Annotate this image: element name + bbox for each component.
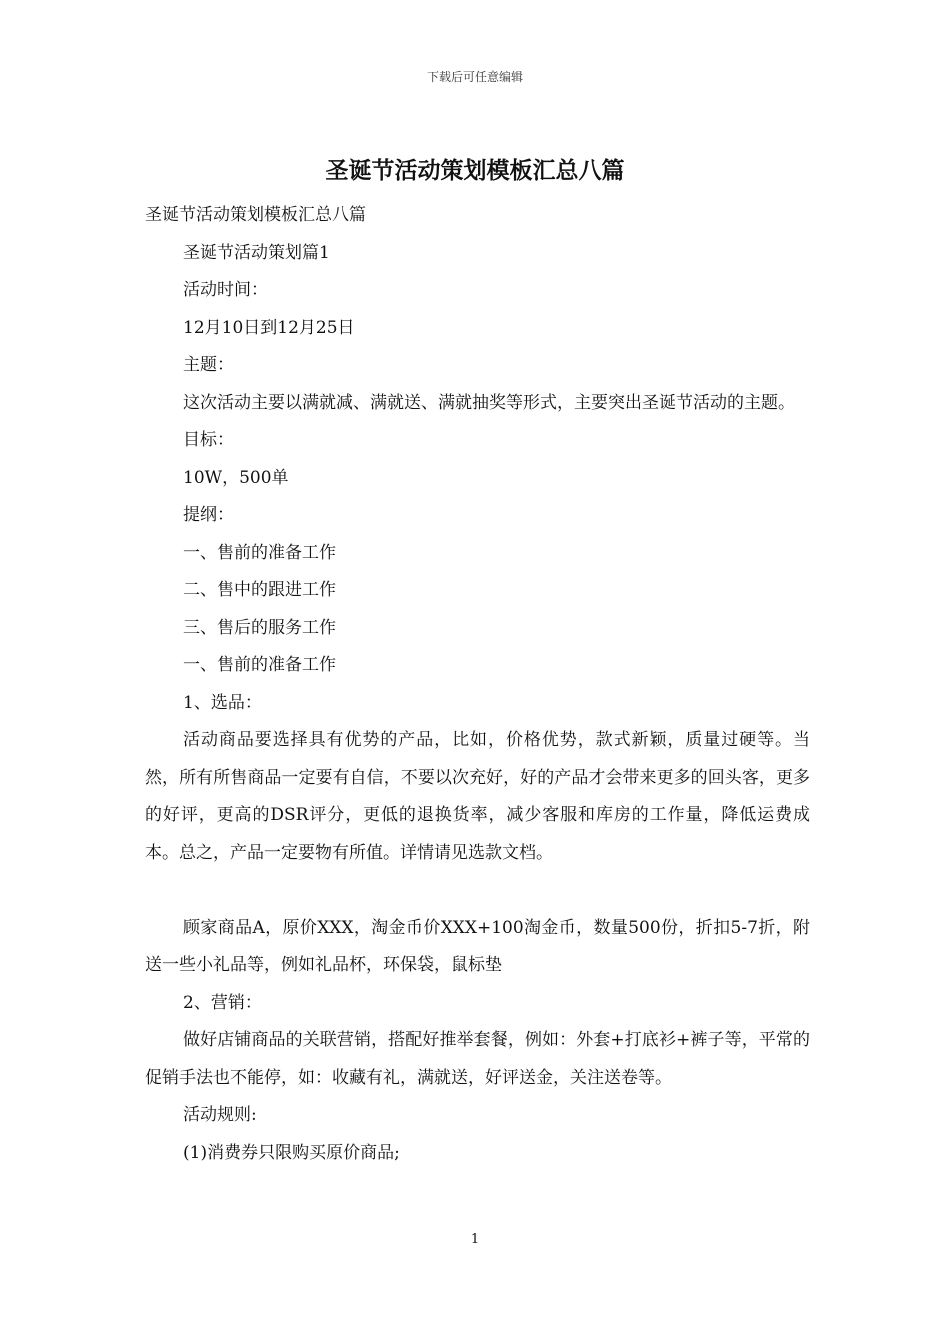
paragraph-outline-item-1: 一、售前的准备工作 [183, 542, 336, 563]
paragraph-theme-text: 这次活动主要以满就减、满就送、满就抽奖等形式，主要突出圣诞节活动的主题。 [183, 392, 795, 413]
paragraph-time-value: 12月10日到12月25日 [183, 317, 355, 338]
document-title: 圣诞节活动策划模板汇总八篇 [325, 157, 625, 184]
paragraph-section-presale: 一、售前的准备工作 [183, 655, 336, 675]
paragraph-product-selection-label: 1、选品： [183, 692, 262, 713]
paragraph-goal-label: 目标： [183, 430, 234, 450]
document-body [145, 197, 810, 1172]
paragraph-outline-item-3: 三、售后的服务工作 [183, 617, 336, 638]
paragraph-theme-label: 主题： [183, 355, 234, 375]
page-number: 1 [470, 1232, 480, 1247]
paragraph-section-heading: 圣诞节活动策划篇1 [183, 242, 330, 263]
paragraph-marketing-text: 做好店铺商品的关联营销，搭配好推举套餐，例如：外套+打底衫+裤子等，平常的促销手法也不能停，如：收藏有礼，满就送，好评送金，关注送卷等。 [145, 1030, 810, 1088]
paragraph-subtitle: 圣诞节活动策划模板汇总八篇 [145, 205, 366, 225]
paragraph-goal-value: 10W，500单 [183, 467, 289, 488]
paragraph-rules-label: 活动规则: [183, 1105, 257, 1125]
paragraph-rule-1: (1)消费券只限购买原价商品; [183, 1142, 400, 1163]
paragraph-outline-label: 提纲： [183, 505, 234, 525]
paragraph-product-selection-text: 活动商品要选择具有优势的产品，比如，价格优势，款式新颖，质量过硬等。当然，所有所售商品一定要有自信，不要以次充好，好的产品才会带来更多的回头客，更多的好评，更高的DSR评分，更低的退换货率，减少客服和库房的工作量，降低运费成本。总之，产品一定要物有所值。详情请见选款文档。 [145, 730, 810, 863]
paragraph-marketing-label: 2、营销： [183, 992, 262, 1013]
blank-line [145, 872, 810, 910]
header-note: 下载后可任意编辑 [426, 70, 523, 84]
paragraph-outline-item-2: 二、售中的跟进工作 [183, 580, 336, 600]
paragraph-product-example: 顾家商品A，原价XXX，淘金币价XXX+100淘金币，数量500份，折扣5-7折，附送一些小礼品等，例如礼品杯，环保袋，鼠标垫 [145, 917, 810, 975]
paragraph-time-label: 活动时间： [183, 280, 268, 300]
